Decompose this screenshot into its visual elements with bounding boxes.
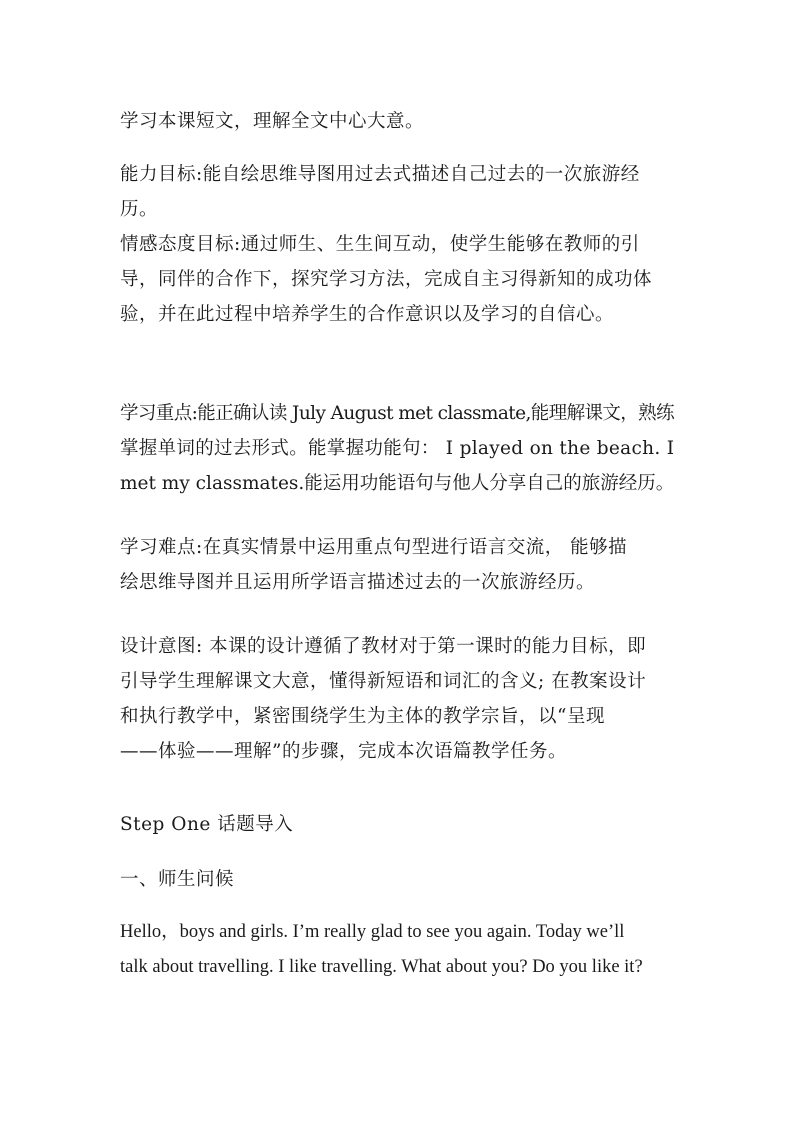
paragraph-difficult-points [120,530,676,600]
paragraph-design-intent [120,629,676,769]
paragraph-knowledge-goal [120,104,676,139]
text-line: 一、师生问候 [120,869,235,890]
text-line: 验，并在此过程中培养学生的合作意识以及学习的自信心。 [120,304,615,325]
text-line: 和执行教学中，紧密围绕学生为主体的教学宗旨，以“呈现 [120,706,605,727]
text-line: 能力目标:能自绘思维导图用过去式描述自己过去的一次旅游经 [120,164,640,185]
text-line: 学习重点:能正确认读 July August met classmate,能理解课文，熟练 [120,403,674,424]
text-line: Hello，boys and girls. I’m really glad to see you again. Today we’ll [120,922,625,942]
heading-step-one [120,807,676,842]
text-line: 学习难点:在真实情景中运用重点句型进行语言交流， 能够描 [120,537,628,558]
text-line: 历。 [120,199,159,220]
text-line: talk about travelling. I like travelling. What about you? Do you like it? [120,957,643,977]
text-line: Step One 话题导入 [120,814,294,835]
text-line: 掌握单词的过去形式。能掌握功能句： I played on the beach. I [120,438,675,459]
paragraph-key-points [120,396,676,501]
text-line: 绘思维导图并且运用所学语言描述过去的一次旅游经历。 [120,572,596,593]
text-line: met my classmates.能运用功能语句与他人分享自己的旅游经历。 [120,473,675,494]
text-line: ——体验——理解”的步骤，完成本次语篇教学任务。 [120,741,567,762]
paragraph-emotion-goal [120,227,676,332]
paragraph-teacher-speech [120,915,676,985]
heading-greeting [120,862,676,897]
text-line: 导，同伴的合作下，探究学习方法，完成自主习得新知的成功体 [120,269,653,290]
paragraph-ability-goal [120,157,676,227]
text-line: 学习本课短文，理解全文中心大意。 [120,111,425,132]
text-line: 情感态度目标:通过师生、生生间互动，使学生能够在教师的引 [120,234,640,255]
text-line: 引导学生理解课文大意，懂得新短语和词汇的含义; 在教案设计 [120,671,647,692]
text-line: 设计意图: 本课的设计遵循了教材对于第一课时的能力目标，即 [120,636,647,657]
